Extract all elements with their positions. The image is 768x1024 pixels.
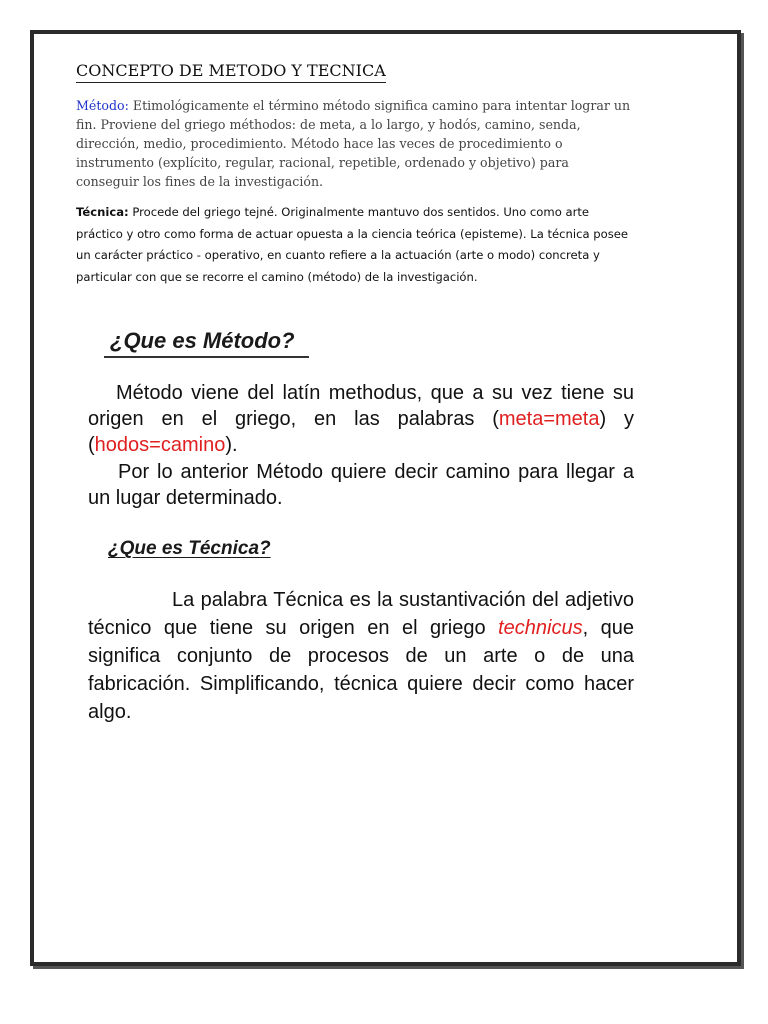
slide-tecnica-text-a: La palabra Técnica es la sustantivación del adjetivo técnico que tiene su origen en el griego — [88, 589, 634, 639]
metodo-definition — [76, 96, 632, 191]
slide-tecnica-heading: ¿Que es Técnica? — [108, 538, 271, 559]
slide-metodo-red-hodos: hodos=camino — [94, 434, 226, 456]
slide-metodo-text-c: ). — [225, 434, 238, 456]
metodo-term: Método: — [76, 98, 129, 113]
slide-metodo-text-b: ) y ( — [88, 408, 634, 456]
slide-metodo-paragraph-2: Por lo anterior Método quiere decir camino para llegar a un lugar determinado. — [88, 461, 634, 509]
tecnica-definition — [76, 202, 636, 288]
document-title: CONCEPTO DE METODO Y TECNICA — [76, 60, 386, 83]
metodo-definition-text: Etimológicamente el término método significa camino para intentar lograr un fin. Proviene del griego méthodos: de meta, a lo largo, y hodós, camino, senda, dirección, medio, procedimiento. Método hace las veces de procedimiento o instrumento (explícito, regular, racional, repetible, ordenado y objetivo) para conseguir los fines de la investigación. — [76, 98, 631, 189]
slide-metodo-text-a: Método viene del latín methodus, que a su vez tiene su origen en el griego, en las palabras ( — [88, 382, 634, 430]
slide-tecnica-text-b: , que significa conjunto de procesos de un arte o de una fabricación. Simplificando, técnica quiere decir como hacer algo. — [88, 617, 635, 723]
slide-metodo-heading: ¿Que es Método? — [104, 326, 309, 358]
tecnica-definition-text: Procede del griego tejné. Originalmente mantuvo dos sentidos. Uno como arte práctico y otro como forma de actuar opuesta a la ciencia teórica (episteme). La técnica posee un carácter práctico - operativo, en cuanto refiere a la actuación (arte o modo) concreta y particular con que se recorre el camino (método) de la investigación. — [76, 205, 629, 284]
slide-tecnica-paragraph — [88, 586, 634, 726]
tecnica-term: Técnica: — [76, 205, 129, 219]
slide-tecnica-red-technicus: technicus — [498, 617, 583, 639]
slide-metodo-red-meta: meta=meta — [498, 408, 600, 430]
slide-metodo-paragraph-1 — [88, 380, 634, 458]
